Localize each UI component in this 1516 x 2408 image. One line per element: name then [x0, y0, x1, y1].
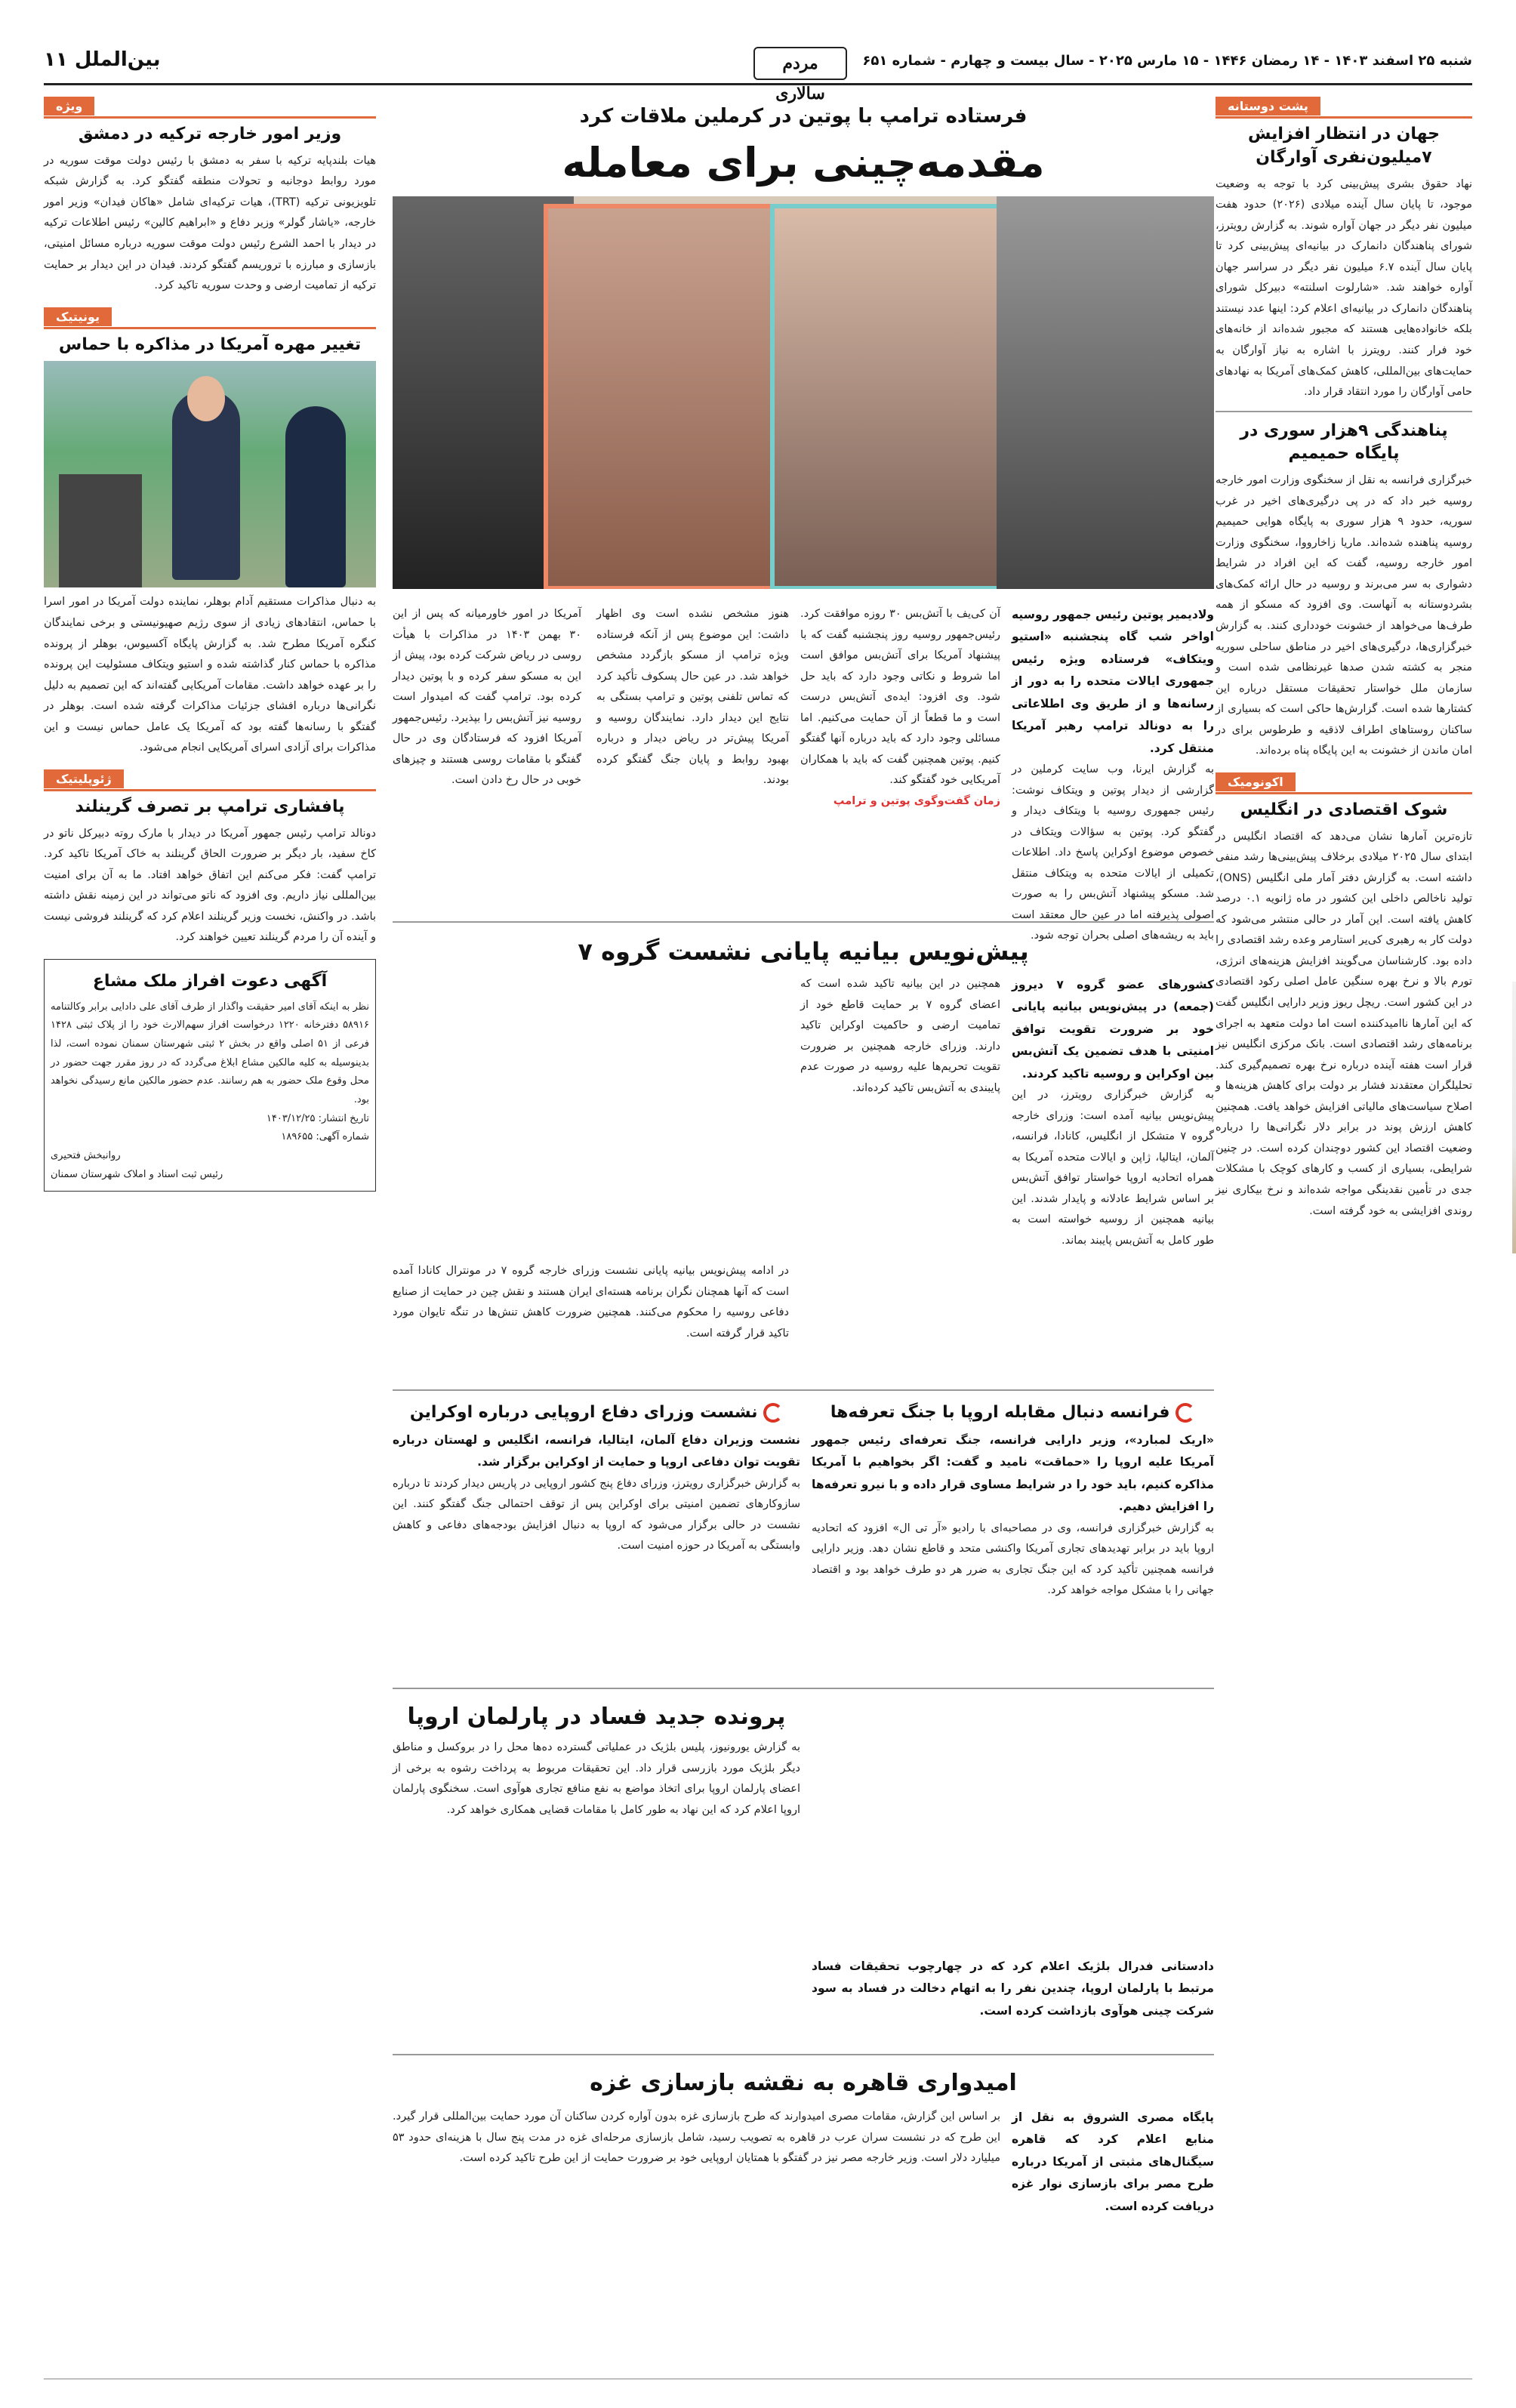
main-kicker: فرستاده ترامپ با پوتین در کرملین ملاقات کرد	[579, 105, 1028, 128]
portrait-witkoff	[544, 204, 802, 589]
section-tag: یونیتیک	[44, 307, 112, 326]
article-headline-text: فرانسه دنبال مقابله اروپا با جنگ تعرفه‌ها	[830, 1403, 1170, 1422]
divider	[393, 921, 1214, 923]
page-label	[44, 48, 161, 71]
eu-corruption-lead-box	[812, 1956, 1214, 2022]
right-column	[1216, 97, 1472, 2362]
main-col-1	[1012, 604, 1214, 947]
article-headline[interactable]: پیش‌نویس بیانیه پایانی نشست گروه ۷	[578, 937, 1029, 966]
article-body: آمریکا در امور خاورمیانه که پس از این ۳۰ بهمن ۱۴۰۳ در مذاکرات با هیأت روسی در ریاض شرکت کرده بود، پیش از این به مسکو سفر کرده و با پوتین دیدار کرده بود. ترامپ گفت که امیدوار است روسیه نیز آتش‌بس را بپذیرد. رئیس‌جمهور آمریکا افزود که فرستادگان وی در حال گفتگو با مقامات روسی هستند و چیزهای خوبی در حال رخ دادن است.	[393, 608, 581, 787]
article-headline[interactable]: تغییر مهره آمریکا در مذاکره با حماس	[58, 335, 362, 354]
notice-title: آگهی دعوت افراز ملک مشاع	[92, 971, 328, 991]
notice-signature: روانبخش فتحیری	[51, 1150, 121, 1162]
divider	[393, 2054, 1214, 2055]
notice-date: تاریخ انتشار: ۱۴۰۳/۱۲/۲۵	[266, 1112, 369, 1124]
article-lead: «اریک لمبارد»، وزیر دارایی فرانسه، جنگ تعرفه‌ای رئیس جمهور آمریکا علیه اروپا را «حماقت» نامید و گفت: اگر بخواهیم با آمریکا مذاکره کنیم، باید خود را در شرایط مساوی قرار داده و با نیرو تعرفه‌ها را افزایش دهیم.	[812, 1432, 1214, 1514]
article-body: به گزارش ایرنا، وب سایت کرملین در گزارشی از دیدار پوتین و ویتکاف نوشت: رئیس جمهوری روسیه با ویتکاف دیدار و گفتگو کرد. پوتین به سؤالات ویتکاف در خصوص موضوع اوکراین پاسخ داد. اطلاعات تکمیلی از ایالات متحده به ویتکاف منتقل شد. مسکو پیشنهاد آتش‌بس را به صورت اصولی پذیرفته اما در عین حال معتقد است باید به ریشه‌های اصلی بحران توجه شود.	[1012, 763, 1214, 942]
main-subhead: زمان گفت‌وگوی پوتین و ترامپ	[833, 794, 1000, 807]
article-body: خبرگزاری فرانسه به نقل از سخنگوی وزارت امور خارجه روسیه خبر داد که در پی درگیری‌های اخیر در غرب سوریه، حدود ۹ هزار سوری به پایگاه هوایی حمیمیم روسیه پناهنده شده‌اند. ماریا زاخارووا، سخنگوی وزارت امور خارجه روسیه، گفت که این افراد در شرایط دشواری به سر می‌برند و روسیه در حال ارائه کمک‌های بشردوستانه به آنهاست. وی افزود که مسکو از همه طرف‌ها می‌خواهد از خشونت خودداری کنند. به گزارش خبرگزاری‌ها، درگیری‌های اخیر در مناطق ساحلی سوریه منجر به کشته شدن صدها غیرنظامی شده است و سازمان ملل خواستار تحقیقات مستقل درباره این کشتارها شده است. گزارش‌ها حاکی است که بسیاری از ساکنان روستاهای اطراف لاذقیه و طرطوس برای در امان ماندن از خشونت به این پایگاه پناه برده‌اند.	[1216, 474, 1472, 757]
defense-story	[393, 1397, 800, 1557]
article-body: هنوز مشخص نشده است وی اظهار داشت: این موضوع پس از آنکه فرستاده ویژه ترامپ از مسکو بازگردد مشخص خواهد شد. در عین حال پسکوف تأکید کرد که تماس تلفنی پوتین و ترامپ بستگی به نتایج این دیدار دارد. نمایندگان روسیه و آمریکا پیش‌تر در ریاض دیدار و درباره بهبود روابط و پایان جنگ گفتگو کرده بودند.	[596, 608, 789, 787]
g7-col-1	[1012, 974, 1214, 1252]
article-headline[interactable]: جهان در انتظار افزایش ۷میلیون‌نفری آوارگان	[1247, 125, 1441, 167]
g7-col-3	[393, 1261, 789, 1344]
article-body: همچنین در این بیانیه تاکید شده است که اعضای گروه ۷ بر حمایت قاطع خود از تمامیت ارضی و حاکمیت اوکراین تاکید دارند. وزرای خارجه همچنین بر ضرورت تقویت تحریم‌ها علیه روسیه در صورت عدم پایبندی به آتش‌بس تاکید کرده‌اند.	[800, 978, 1000, 1094]
article-body: دونالد ترامپ رئیس جمهور آمریکا در دیدار با مارک روته دبیرکل ناتو در کاخ سفید، بار دیگر بر ضرورت الحاق گرینلند به خاک آمریکا تاکید کرد. ترامپ گفت: فکر می‌کنم این اتفاق خواهد افتاد. ما به آن برای امنیت بین‌المللی نیاز داریم. وی افزود که ناتو می‌تواند در این زمینه نقش داشته باشد. در واکنش، نخست وزیر گرینلند اعلام کرد که گرینلند فروشی نیست و آینده آن را مردم گرینلند تعیین خواهند کرد.	[44, 827, 376, 944]
article-body: به دنبال مذاکرات مستقیم آدام بوهلر، نماینده دولت آمریکا در امور اسرا با حماس، انتقادهای زیادی از سوی رژیم صهیونیستی و برخی نمایندگان کنگره آمریکا مطرح شد. به گزارش پایگاه آکسیوس، بوهلر از پرونده مذاکره با حماس کنار گذاشته شده و استیو ویتکاف مسئولیت این پرونده را بر عهده خواهد داشت. مقامات آمریکایی گفته‌اند که این تصمیم به دلیل نگرانی‌ها درباره افشای جزئیات مذاکرات گرفته شده است. بوهلر در گفتگو با رسانه‌ها گفته بود که آمریکا یک عامل حماس نیست و این مذاکرات برای آزادی اسرای آمریکایی انجام می‌شود.	[44, 596, 376, 754]
left-column	[44, 97, 376, 2362]
article-headline[interactable]: پافشاری ترامپ بر تصرف گرینلند	[75, 797, 345, 816]
g7-col-2	[800, 974, 1000, 1099]
section-name: بین‌الملل	[74, 48, 161, 71]
article-headline[interactable]: امیدواری قاهره به نقشه بازسازی غزه	[590, 2070, 1017, 2096]
news-mark-icon	[1176, 1403, 1195, 1423]
g7-story	[393, 929, 1214, 973]
portrait-right	[997, 196, 1214, 589]
notice-body: نظر به اینکه آقای امیر حقیقت واگذار از طرف آقای علی دادایی برابر وکالتنامه ۵۸۹۱۶ دفترخانه ۱۲۲۰ درخواست افراز سهم‌الارث خود را از پلاک ثبتی ۱۴۲۸ فرعی از ۵۱ اصلی واقع در بخش ۲ ثبتی شهرستان سمنان نموده است، لذا بدینوسیله به کلیه مالکین مشاع ابلاغ می‌گردد که در روز مقرر جهت حضور در محل وقوع ملک حضور به هم رسانند. عدم حضور مالکین مانع رسیدگی نخواهد بود.	[51, 1001, 370, 1106]
date-line: شنبه ۲۵ اسفند ۱۴۰۳ - ۱۴ رمضان ۱۴۴۶ - ۱۵ مارس ۲۰۲۵ - سال بیست و چهارم - شماره ۶۵۱	[862, 53, 1472, 69]
podium	[59, 474, 142, 587]
article-body: هیات بلندپایه ترکیه با سفر به دمشق با رئیس دولت موقت سوریه در مورد روابط دوجانبه و تحولات منطقه گفتگو کرد. به گزارش شبکه تلویزیونی ترکیه (TRT)، هیات ترکیه‌ای شامل «هاکان فیدان» وزیر امور خارجه، «یاشار گولر» وزیر دفاع و «ابراهیم کالین» رئیس اطلاعات ترکیه در دیدار با احمد الشرع رئیس دولت موقت سوریه درباره مسائل امنیتی، بازسازی و مبارزه با تروریسم گفتگو کردند. فیدان در این دیدار بر حمایت ترکیه از تمامیت ارضی و وحدت سوریه تاکید کرد.	[44, 154, 376, 292]
article-headline[interactable]: پناهندگی ۹هزار سوری در پایگاه حمیمیم	[1240, 421, 1448, 464]
divider	[1216, 411, 1472, 412]
section-tag: ویژه	[44, 97, 94, 116]
article-body: آن کی‌یف با آتش‌بس ۳۰ روزه موافقت کرد. رئیس‌جمهور روسیه روز پنجشنبه گفت که با پیشنهاد آمریکا برای آتش‌بس موافق است اما شروط و نکاتی وجود دارد که باید حل شود. وی افزود: ایده‌ی آتش‌بس درست است و ما قطعاً از آن حمایت می‌کنیم. اما مسائلی وجود دارد که باید درباره آنها گفتگو کنیم. پوتین همچنین گفت که باید با همکاران آمریکایی خود گفتگو کند.	[800, 608, 1000, 787]
article-lead: پایگاه مصری الشروق به نقل از منابع اعلام کرد که قاهره سیگنال‌های مثبتی از آمریکا درباره طرح مصر برای بازسازی نوار غزه دریافت کرده است.	[1012, 2110, 1214, 2213]
article-headline[interactable]: پرونده جدید فساد در پارلمان اروپا	[407, 1703, 786, 1730]
article-body: به گزارش خبرگزاری رویترز، وزرای دفاع پنج کشور اروپایی در پاریس دیدار کردند تا درباره سازوکارهای تضمین امنیتی برای اوکراین پس از توقف احتمالی جنگ گفتگو کنند. این نشست در حالی برگزار می‌شود که اروپا به دنبال افزایش بودجه‌های دفاعی و کاهش وابستگی به آمریکا در حوزه امنیت است.	[393, 1477, 800, 1552]
g7-lead: کشورهای عضو گروه ۷ دیروز (جمعه) در پیش‌نویس بیانیه پایانی خود بر ضرورت تقویت توافق امنیتی با هدف تضمین یک آتش‌بس بین اوکراین و روسیه تاکید کردند.	[1012, 978, 1214, 1081]
speaker-head	[187, 376, 225, 421]
main-col-2	[800, 604, 1000, 812]
article-lead: دادستانی فدرال بلژیک اعلام کرد که در چهارچوب تحقیقات فساد مرتبط با پارلمان اروپا، چندین نفر را به اتهام دخالت در فساد به سود شرکت چینی هوآوی بازداشت کرده است.	[812, 1959, 1214, 2018]
envoy-figure	[285, 406, 346, 587]
article-body: بر اساس این گزارش، مقامات مصری امیدوارند که طرح بازسازی غزه بدون آواره کردن ساکنان آن مورد حمایت بین‌المللی قرار گیرد. این طرح که در نشست سران عرب در قاهره به تصویب رسید، شامل بازسازی مرحله‌ای غزه در مدت پنج سال با هزینه‌ای حدود ۵۳ میلیارد دلار است. وزیر خارجه مصر نیز در گفتگو با همتایان اروپایی خود بر ضرورت حمایت از این طرح تاکید کرده است.	[393, 2110, 1000, 2165]
portrait-putin	[770, 204, 1028, 589]
section-tag: ژئوپلیتیک	[44, 769, 124, 788]
article-body: نهاد حقوق بشری پیش‌بینی کرد با توجه به وضعیت موجود، تا پایان سال آینده میلادی (۲۰۲۶) حدود هفت میلیون نفر دیگر در جهان آواره شوند. به گزارش رویترز، شورای پناهندگان دانمارک در بیانیه‌ای پیش‌بینی کرد تا پایان سال آینده ۶.۷ میلیون نفر دیگر در سراسر جهان آواره خواهند شد. «شارلوت اسلنته» دبیرکل شورای پناهندگان دانمارک در بیانیه‌ای اعلام کرد: اینها عدد نیستند بلکه خانواده‌هایی هستند که مجبور شده‌اند از خانه‌های خود فرار کنند. رویترز با اشاره به نیاز آوارگان به حمایت‌های بین‌المللی، کاهش کمک‌های آمریکا به نهادهای حامی آوارگان را مورد انتقاد قرار داد.	[1216, 177, 1472, 399]
section-tag: اکونومیک	[1216, 772, 1296, 791]
gaza-col-2	[393, 2107, 1000, 2169]
g7-flags-photo	[1512, 982, 1516, 1253]
article-body: به گزارش خبرگزاری رویترز، در این پیش‌نویس بیانیه آمده است: وزرای خارجه گروه ۷ متشکل از انگلیس، کانادا، فرانسه، آلمان، ایتالیا، ژاپن و ایالات متحده آمریکا به همراه اتحادیه اروپا خواستار توافق آتش‌بس بر اساس شرایط عادلانه و پایدار شدند. این بیانیه همچنین از روسیه خواسته است به طور کامل به آتش‌بس پایبند بماند.	[1012, 1089, 1214, 1247]
masthead	[44, 44, 1472, 103]
divider	[393, 1688, 1214, 1689]
article-body: تازه‌ترین آمارها نشان می‌دهد که اقتصاد انگلیس در ابتدای سال ۲۰۲۵ میلادی برخلاف پیش‌بینی‌ها رشد منفی داشته است. به گزارش دفتر آمار ملی انگلیس (ONS)، تولید ناخالص داخلی این کشور در ماه ژانویه ۰.۱ درصد کاهش یافته است. این آمار در حالی منتشر می‌شود که دولت کار به رهبری کی‌یر استارمر وعده رشد اقتصادی را داده بود. کارشناسان می‌گویند افزایش هزینه‌های انرژی، تورم بالا و نرخ بهره سنگین عامل اصلی رکود اقتصادی در این کشور است. ریچل ریوز وزیر دارایی انگلیس گفت که این آمارها ناامیدکننده است اما دولت متعهد به اجرای برنامه‌های رشد اقتصادی است. بانک مرکزی انگلیس نیز قرار است هفته آینده درباره نرخ بهره تصمیم‌گیری کند. تحلیلگران معتقدند فشار بر دولت برای کاهش هزینه‌ها و اصلاح سیاست‌های مالیاتی افزایش خواهد یافت. همچنین کاهش ارزش پوند در برابر دلار نگرانی‌ها را درباره وضعیت اقتصاد این کشور دوچندان کرده است. در چنین شرایطی، بسیاری از کسب و کارهای کوچک با مشکلات جدی در تأمین نقدینگی مواجه شده‌اند و نرخ بیکاری نیز روندی افزایشی به خود گرفته است.	[1216, 830, 1473, 1217]
article-body: به گزارش خبرگزاری فرانسه، وی در مصاحبه‌ای با رادیو «آر تی ال» افزود که اتحادیه اروپا باید در برابر تهدیدهای تجاری آمریکا واکنشی متحد و قاطع نشان دهد. وزیر دارایی فرانسه همچنین تأکید کرد که این جنگ تجاری به ضرر هر دو طرف خواهد بود و اقتصاد جهانی را با مشکل مواجه خواهد کرد.	[812, 1522, 1214, 1597]
article-lead: نشست وزیران دفاع آلمان، ایتالیا، فرانسه، انگلیس و لهستان درباره تقویت توان دفاعی اروپا و حمایت از اوکراین برگزار شد.	[393, 1432, 800, 1469]
main-col-4	[393, 498, 581, 791]
gaza-story	[393, 2061, 1214, 2104]
section-tag-bar	[44, 97, 376, 119]
article-headline[interactable]	[812, 1401, 1214, 1425]
page-number: ۱۱	[44, 48, 68, 71]
news-mark-icon	[763, 1403, 783, 1423]
main-col-3	[596, 604, 789, 791]
section-tag-bar	[44, 307, 376, 329]
press-conference-photo	[44, 361, 376, 587]
eu-corruption-story	[393, 1695, 800, 1821]
newspaper-logo: مردم سالاری	[753, 47, 847, 80]
divider	[393, 1389, 1214, 1391]
article-body: به گزارش یورونیوز، پلیس بلژیک در عملیاتی گسترده ده‌ها محل را در بروکسل و مناطق دیگر بلژیک مورد بازرسی قرار داد. این تحقیقات مربوط به پرداخت رشوه به برخی از اعضای پارلمان اروپا برای اتخاذ مواضع به نفع منافع تجاری هوآوی است. سخنگوی پارلمان اروپا اعلام کرد که این نهاد به طور کامل با مقامات قضایی همکاری خواهد کرد.	[393, 1741, 800, 1816]
article-headline[interactable]: شوک اقتصادی در انگلیس	[1240, 800, 1448, 819]
gaza-col-1	[1012, 2107, 1214, 2218]
notice-number: شماره آگهی: ۱۸۹۶۵۵	[281, 1131, 369, 1143]
article-headline[interactable]: وزیر امور خارجه ترکیه در دمشق	[78, 125, 342, 143]
france-story	[812, 1397, 1214, 1602]
article-headline[interactable]	[393, 1401, 800, 1425]
section-tag-bar	[1216, 97, 1472, 119]
main-headline[interactable]: مقدمه‌چینی برای معامله	[562, 139, 1045, 187]
section-tag-bar	[44, 769, 376, 791]
article-headline-text: نشست وزرای دفاع اروپایی درباره اوکراین	[409, 1403, 758, 1422]
main-lead: ولادیمیر پوتین رئیس جمهور روسیه اواخر شب گاه پنجشنبه «استیو ویتکاف» فرستاده ویژه رئیس جمهوری ایالات متحده را به دور از رسانه‌ها و از طریق وی اطلاعاتی را به دونالد ترامپ رهبر آمریکا منتقل کرد.	[1012, 608, 1214, 755]
section-tag-bar	[1216, 772, 1472, 794]
notice-signature-title: رئیس ثبت اسناد و املاک شهرستان سمنان	[51, 1168, 223, 1180]
article-body: در ادامه پیش‌نویس بیانیه پایانی نشست وزرای خارجه گروه ۷ در مونترال کانادا آمده است که آنها همچنان نگران برنامه هسته‌ای ایران هستند و نقش چین در حمایت از صنایع دفاعی روسیه را محکوم می‌کنند. همچنین ضرورت کاهش تنش‌ها در تنگه تایوان مورد تاکید قرار گرفته است.	[393, 1265, 789, 1340]
section-tag: پشت دوستانه	[1216, 97, 1320, 116]
legal-notice-box	[44, 959, 376, 1192]
